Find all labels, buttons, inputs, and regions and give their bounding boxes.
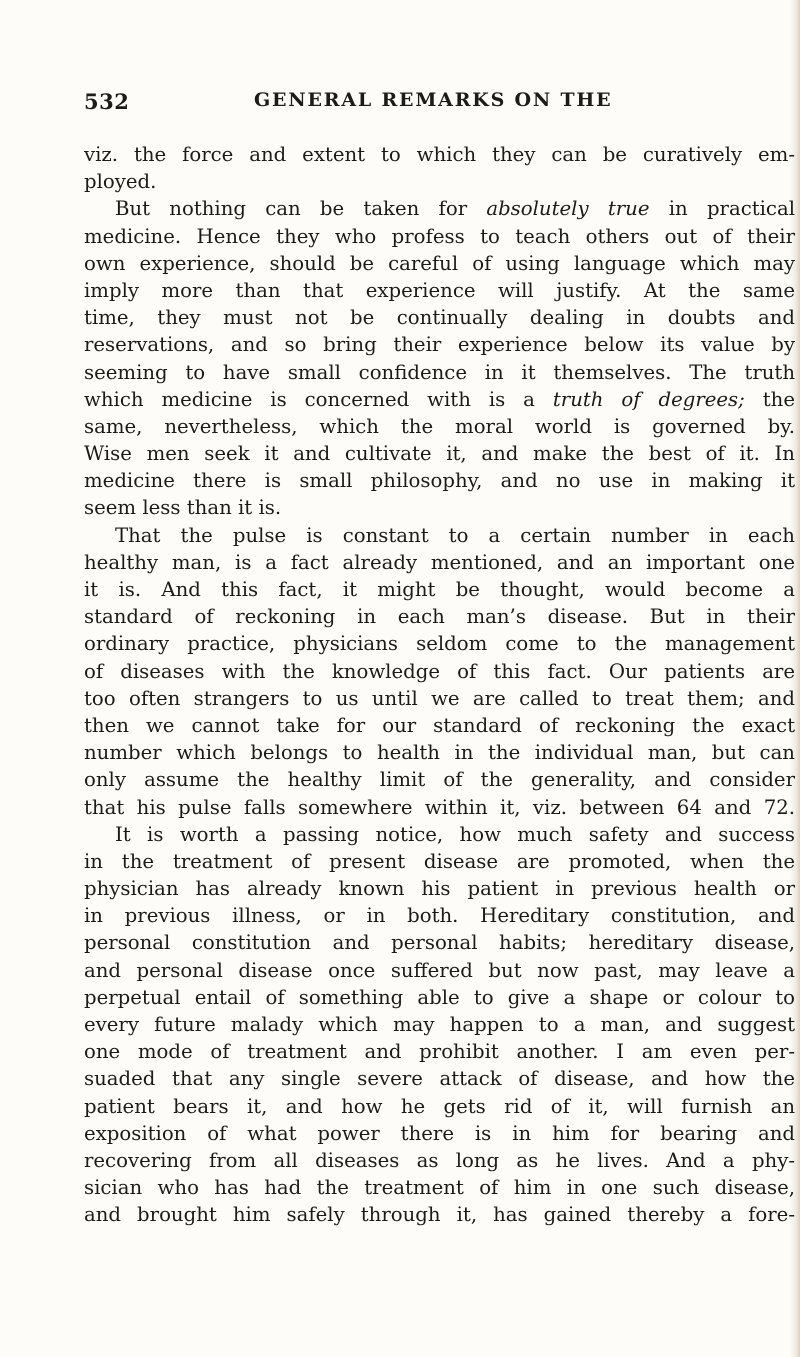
text-segment: it is. And this fact, it might be thought, would become a bbox=[84, 578, 795, 601]
text-line bbox=[84, 223, 795, 250]
text-segment: the bbox=[744, 387, 795, 411]
text-segment: too often strangers to us until we are called to treat them; and bbox=[84, 686, 795, 710]
text-segment: every future malady which may happen to a man, and suggest bbox=[84, 1013, 795, 1036]
text-segment: reservations, and so bring their experience below its value by bbox=[84, 333, 795, 357]
text-line bbox=[84, 821, 795, 848]
body-text bbox=[84, 141, 795, 1229]
text-segment: in practical bbox=[649, 197, 795, 221]
text-line bbox=[84, 549, 795, 576]
text-line bbox=[84, 141, 795, 168]
text-line bbox=[84, 168, 795, 195]
text-segment: It is worth a passing notice, how much safety and success bbox=[115, 822, 795, 846]
text-segment: viz. the force and extent to which they can be curatively em- bbox=[84, 143, 795, 166]
text-segment: which medicine is concerned with is a bbox=[84, 387, 553, 411]
text-line bbox=[84, 386, 795, 413]
text-line bbox=[84, 304, 795, 331]
text-line bbox=[84, 359, 795, 386]
text-segment: that his pulse falls somewhere within it, viz. between 64 and 72. bbox=[84, 795, 795, 819]
text-line bbox=[84, 1093, 795, 1120]
text-segment: exposition of what power there is in him for bearing and bbox=[84, 1121, 795, 1145]
text-line bbox=[84, 250, 795, 277]
text-segment: and brought him safely through it, has gained thereby a fore- bbox=[84, 1203, 795, 1227]
text-segment: sician who has had the treatment of him in one such disease, bbox=[84, 1176, 795, 1200]
text-line bbox=[84, 902, 795, 929]
text-line bbox=[84, 957, 795, 984]
text-line bbox=[84, 603, 795, 630]
text-line bbox=[84, 1147, 795, 1174]
text-line bbox=[84, 195, 795, 222]
text-line bbox=[84, 494, 795, 521]
text-segment: standard of reckoning in each man’s disease. But in their bbox=[84, 605, 795, 629]
text-line bbox=[84, 630, 795, 657]
text-segment: time, they must not be continually dealing in doubts and bbox=[84, 306, 795, 330]
text-line bbox=[84, 467, 795, 494]
text-segment: only assume the healthy limit of the generality, and consider bbox=[84, 768, 795, 792]
text-segment: physician has already known his patient in previous health or bbox=[84, 877, 795, 901]
text-line bbox=[84, 766, 795, 793]
text-segment: imply more than that experience will justify. At the same bbox=[84, 278, 795, 302]
text-line bbox=[84, 1011, 795, 1038]
text-line bbox=[84, 685, 795, 712]
running-head: GENERAL REMARKS ON THE bbox=[254, 89, 613, 111]
text-line bbox=[84, 413, 795, 440]
page-number: 532 bbox=[84, 89, 130, 114]
text-line bbox=[84, 984, 795, 1011]
text-segment: number which belongs to health in the individual man, but can bbox=[84, 741, 795, 765]
text-segment: seeming to have small confidence in it themselves. The truth bbox=[84, 360, 795, 384]
text-segment: ployed. bbox=[84, 170, 157, 194]
text-segment: healthy man, is a fact already mentioned, and an important one bbox=[84, 550, 795, 574]
text-segment: suaded that any single severe attack of disease, and how the bbox=[84, 1067, 795, 1091]
italic-text: absolutely true bbox=[486, 197, 650, 221]
text-line bbox=[84, 1038, 795, 1065]
text-segment: medicine there is small philosophy, and no use in making it bbox=[84, 469, 795, 493]
text-segment: Wise men seek it and cultivate it, and make the best of it. In bbox=[84, 442, 795, 466]
text-segment: own experience, should be careful of using language which may bbox=[84, 251, 795, 275]
text-line bbox=[84, 331, 795, 358]
text-line bbox=[84, 929, 795, 956]
italic-text: truth of degrees; bbox=[552, 387, 745, 411]
text-segment: recovering from all diseases as long as he lives. And a phy- bbox=[84, 1148, 795, 1172]
text-line bbox=[84, 875, 795, 902]
text-segment: ordinary practice, physicians seldom come to the management bbox=[84, 632, 795, 656]
text-line bbox=[84, 522, 795, 549]
page-header bbox=[84, 89, 744, 119]
text-segment: perpetual entail of something able to give a shape or colour to bbox=[84, 985, 795, 1009]
text-segment: personal constitution and personal habits; hereditary disease, bbox=[84, 931, 795, 955]
text-line bbox=[84, 1201, 795, 1228]
text-segment: That the pulse is constant to a certain number in each bbox=[115, 523, 795, 547]
text-line bbox=[84, 576, 795, 603]
text-line bbox=[84, 1174, 795, 1201]
text-line bbox=[84, 277, 795, 304]
text-line bbox=[84, 440, 795, 467]
text-segment: of diseases with the knowledge of this fact. Our patients are bbox=[84, 659, 795, 683]
text-segment: patient bears it, and how he gets rid of it, will furnish an bbox=[84, 1094, 795, 1118]
text-line bbox=[84, 739, 795, 766]
text-line bbox=[84, 794, 795, 821]
text-segment: seem less than it is. bbox=[84, 496, 282, 520]
text-segment: medicine. Hence they who profess to teach others out of their bbox=[84, 224, 795, 248]
text-line bbox=[84, 712, 795, 739]
text-segment: in the treatment of present disease are promoted, when the bbox=[84, 849, 795, 873]
text-segment: But nothing can be taken for bbox=[115, 197, 487, 221]
text-line bbox=[84, 848, 795, 875]
text-line bbox=[84, 1065, 795, 1092]
text-line bbox=[84, 658, 795, 685]
text-line bbox=[84, 1120, 795, 1147]
text-segment: same, nevertheless, which the moral world is governed by. bbox=[84, 414, 795, 438]
text-segment: in previous illness, or in both. Hereditary constitution, and bbox=[84, 904, 795, 928]
text-segment: one mode of treatment and prohibit another. I am even per- bbox=[84, 1040, 795, 1064]
text-segment: and personal disease once suffered but now past, may leave a bbox=[84, 958, 795, 982]
text-segment: then we cannot take for our standard of reckoning the exact bbox=[84, 713, 795, 737]
